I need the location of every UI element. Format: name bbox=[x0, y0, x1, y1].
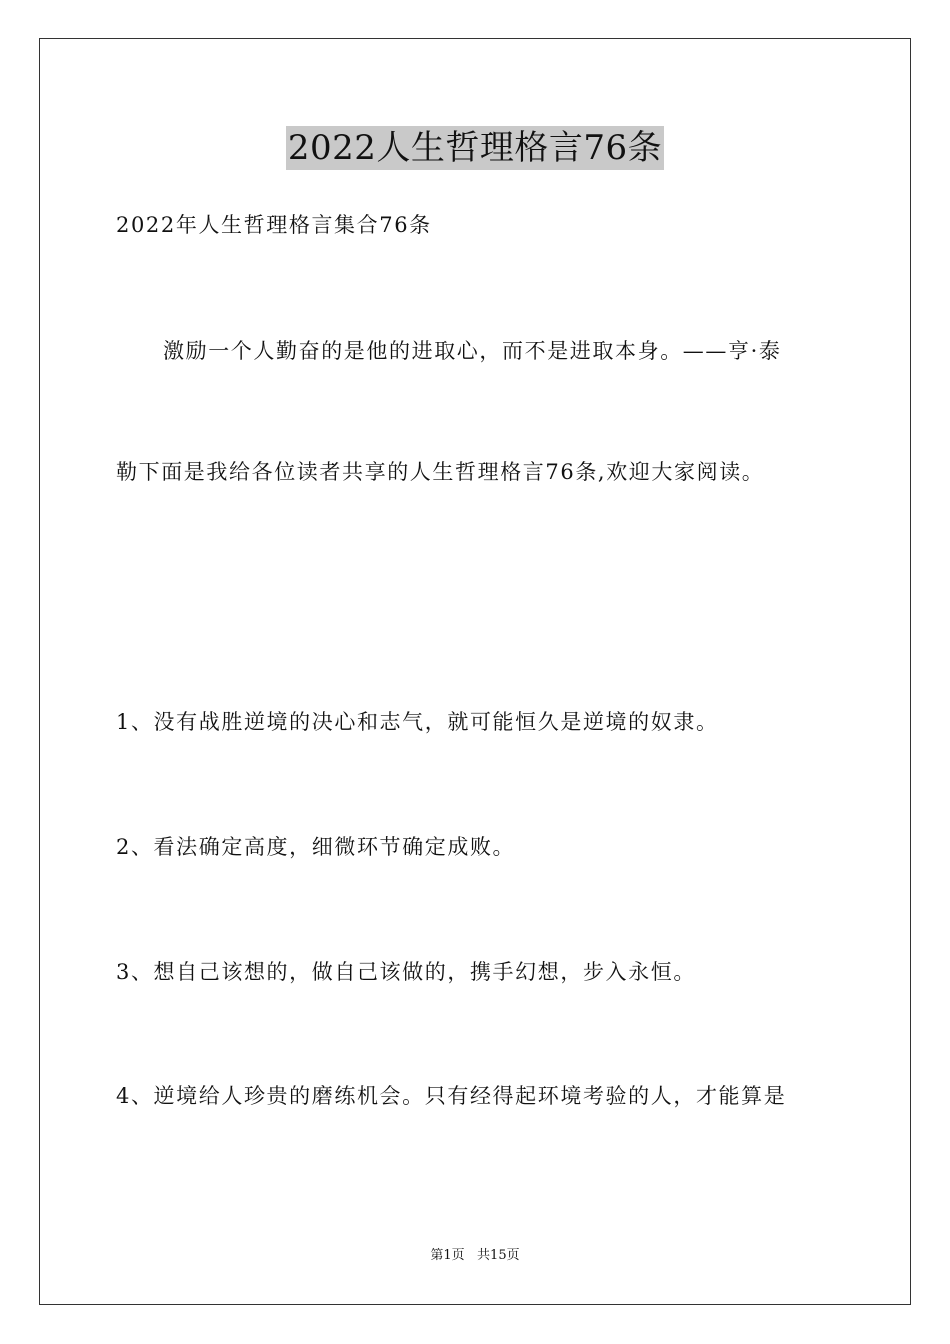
list-item: 4、逆境给人珍贵的磨练机会。只有经得起环境考验的人，才能算是 bbox=[116, 1084, 787, 1108]
page-footer bbox=[0, 1247, 950, 1265]
intro-line-1: 激励一个人勤奋的是他的进取心，而不是进取本身。——亨·泰 bbox=[163, 339, 782, 363]
title-container bbox=[0, 126, 950, 170]
list-item: 1、没有战胜逆境的决心和志气，就可能恒久是逆境的奴隶。 bbox=[116, 710, 719, 734]
page-number: 第1页 共15页 bbox=[430, 1248, 520, 1263]
list-item: 2、看法确定高度，细微环节确定成败。 bbox=[116, 835, 516, 859]
document-subtitle: 2022年人生哲理格言集合76条 bbox=[116, 213, 432, 237]
document-title: 2022人生哲理格言76条 bbox=[287, 128, 663, 168]
list-item: 3、想自己该想的，做自己该做的，携手幻想，步入永恒。 bbox=[116, 960, 696, 984]
intro-line-2: 勒下面是我给各位读者共享的人生哲理格言76条,欢迎大家阅读。 bbox=[116, 460, 765, 484]
